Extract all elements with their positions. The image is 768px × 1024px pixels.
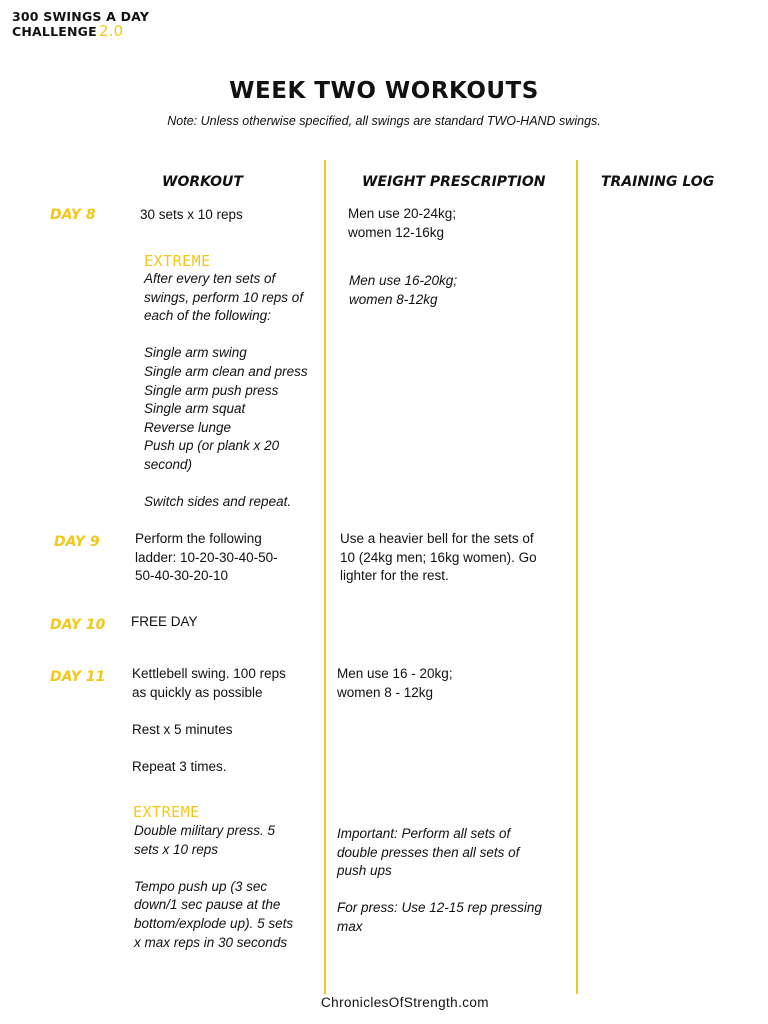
column-header-weight: WEIGHT PRESCRIPTION xyxy=(362,174,546,190)
day-label: DAY 8 xyxy=(50,207,96,223)
column-divider-1 xyxy=(324,160,326,994)
page-title: WEEK TWO WORKOUTS xyxy=(229,78,539,104)
column-header-workout: WORKOUT xyxy=(162,174,243,190)
extreme-workout: Double military press. 5 sets x 10 reps Tempo push up (3 sec down/1 sec pause at the bottom/explode up). 5 sets x max reps in 30 seconds xyxy=(134,823,294,950)
day-weight: Men use 16 - 20kg; women 8 - 12kg xyxy=(337,666,453,700)
extreme-weight: Men use 16-20kg; women 8-12kg xyxy=(349,273,458,307)
note: Note: Unless otherwise specified, all swings are standard TWO-HAND swings. xyxy=(167,114,601,128)
extreme-label: EXTREME xyxy=(144,252,211,270)
brand-line2: CHALLENGE xyxy=(12,24,97,39)
extreme-workout: After every ten sets of swings, perform 10 reps of each of the following: Single arm swing Single arm clean and press Single arm push press Single arm squat Reverse lunge Push up (or plank x 20 second) Switch sides and repeat. xyxy=(144,271,308,510)
day-label: DAY 11 xyxy=(50,669,106,685)
extreme-weight: Important: Perform all sets of double presses then all sets of push ups For press: Use 12-15 rep pressing max xyxy=(337,826,542,934)
day-workout: Kettlebell swing. 100 reps as quickly as possible Rest x 5 minutes Repeat 3 times. xyxy=(132,666,286,774)
brand-line1: 300 SWINGS A DAY xyxy=(12,9,150,24)
column-divider-2 xyxy=(576,160,578,994)
day-workout: FREE DAY xyxy=(131,614,198,629)
day-workout: Perform the following ladder: 10-20-30-40-50- 50-40-30-20-10 xyxy=(135,531,278,584)
day-weight: Men use 20-24kg; women 12-16kg xyxy=(348,206,457,240)
day-label: DAY 10 xyxy=(50,617,106,633)
day-weight: Use a heavier bell for the sets of 10 (24kg men; 16kg women). Go lighter for the rest. xyxy=(340,531,537,584)
column-header-log: TRAINING LOG xyxy=(601,174,715,190)
day-workout: 30 sets x 10 reps xyxy=(140,207,243,222)
extreme-label: EXTREME xyxy=(133,803,200,821)
footer-url: ChroniclesOfStrength.com xyxy=(321,995,489,1010)
brand-version: 2.0 xyxy=(98,22,124,40)
day-label: DAY 9 xyxy=(54,534,100,550)
brand-logo xyxy=(12,10,149,39)
